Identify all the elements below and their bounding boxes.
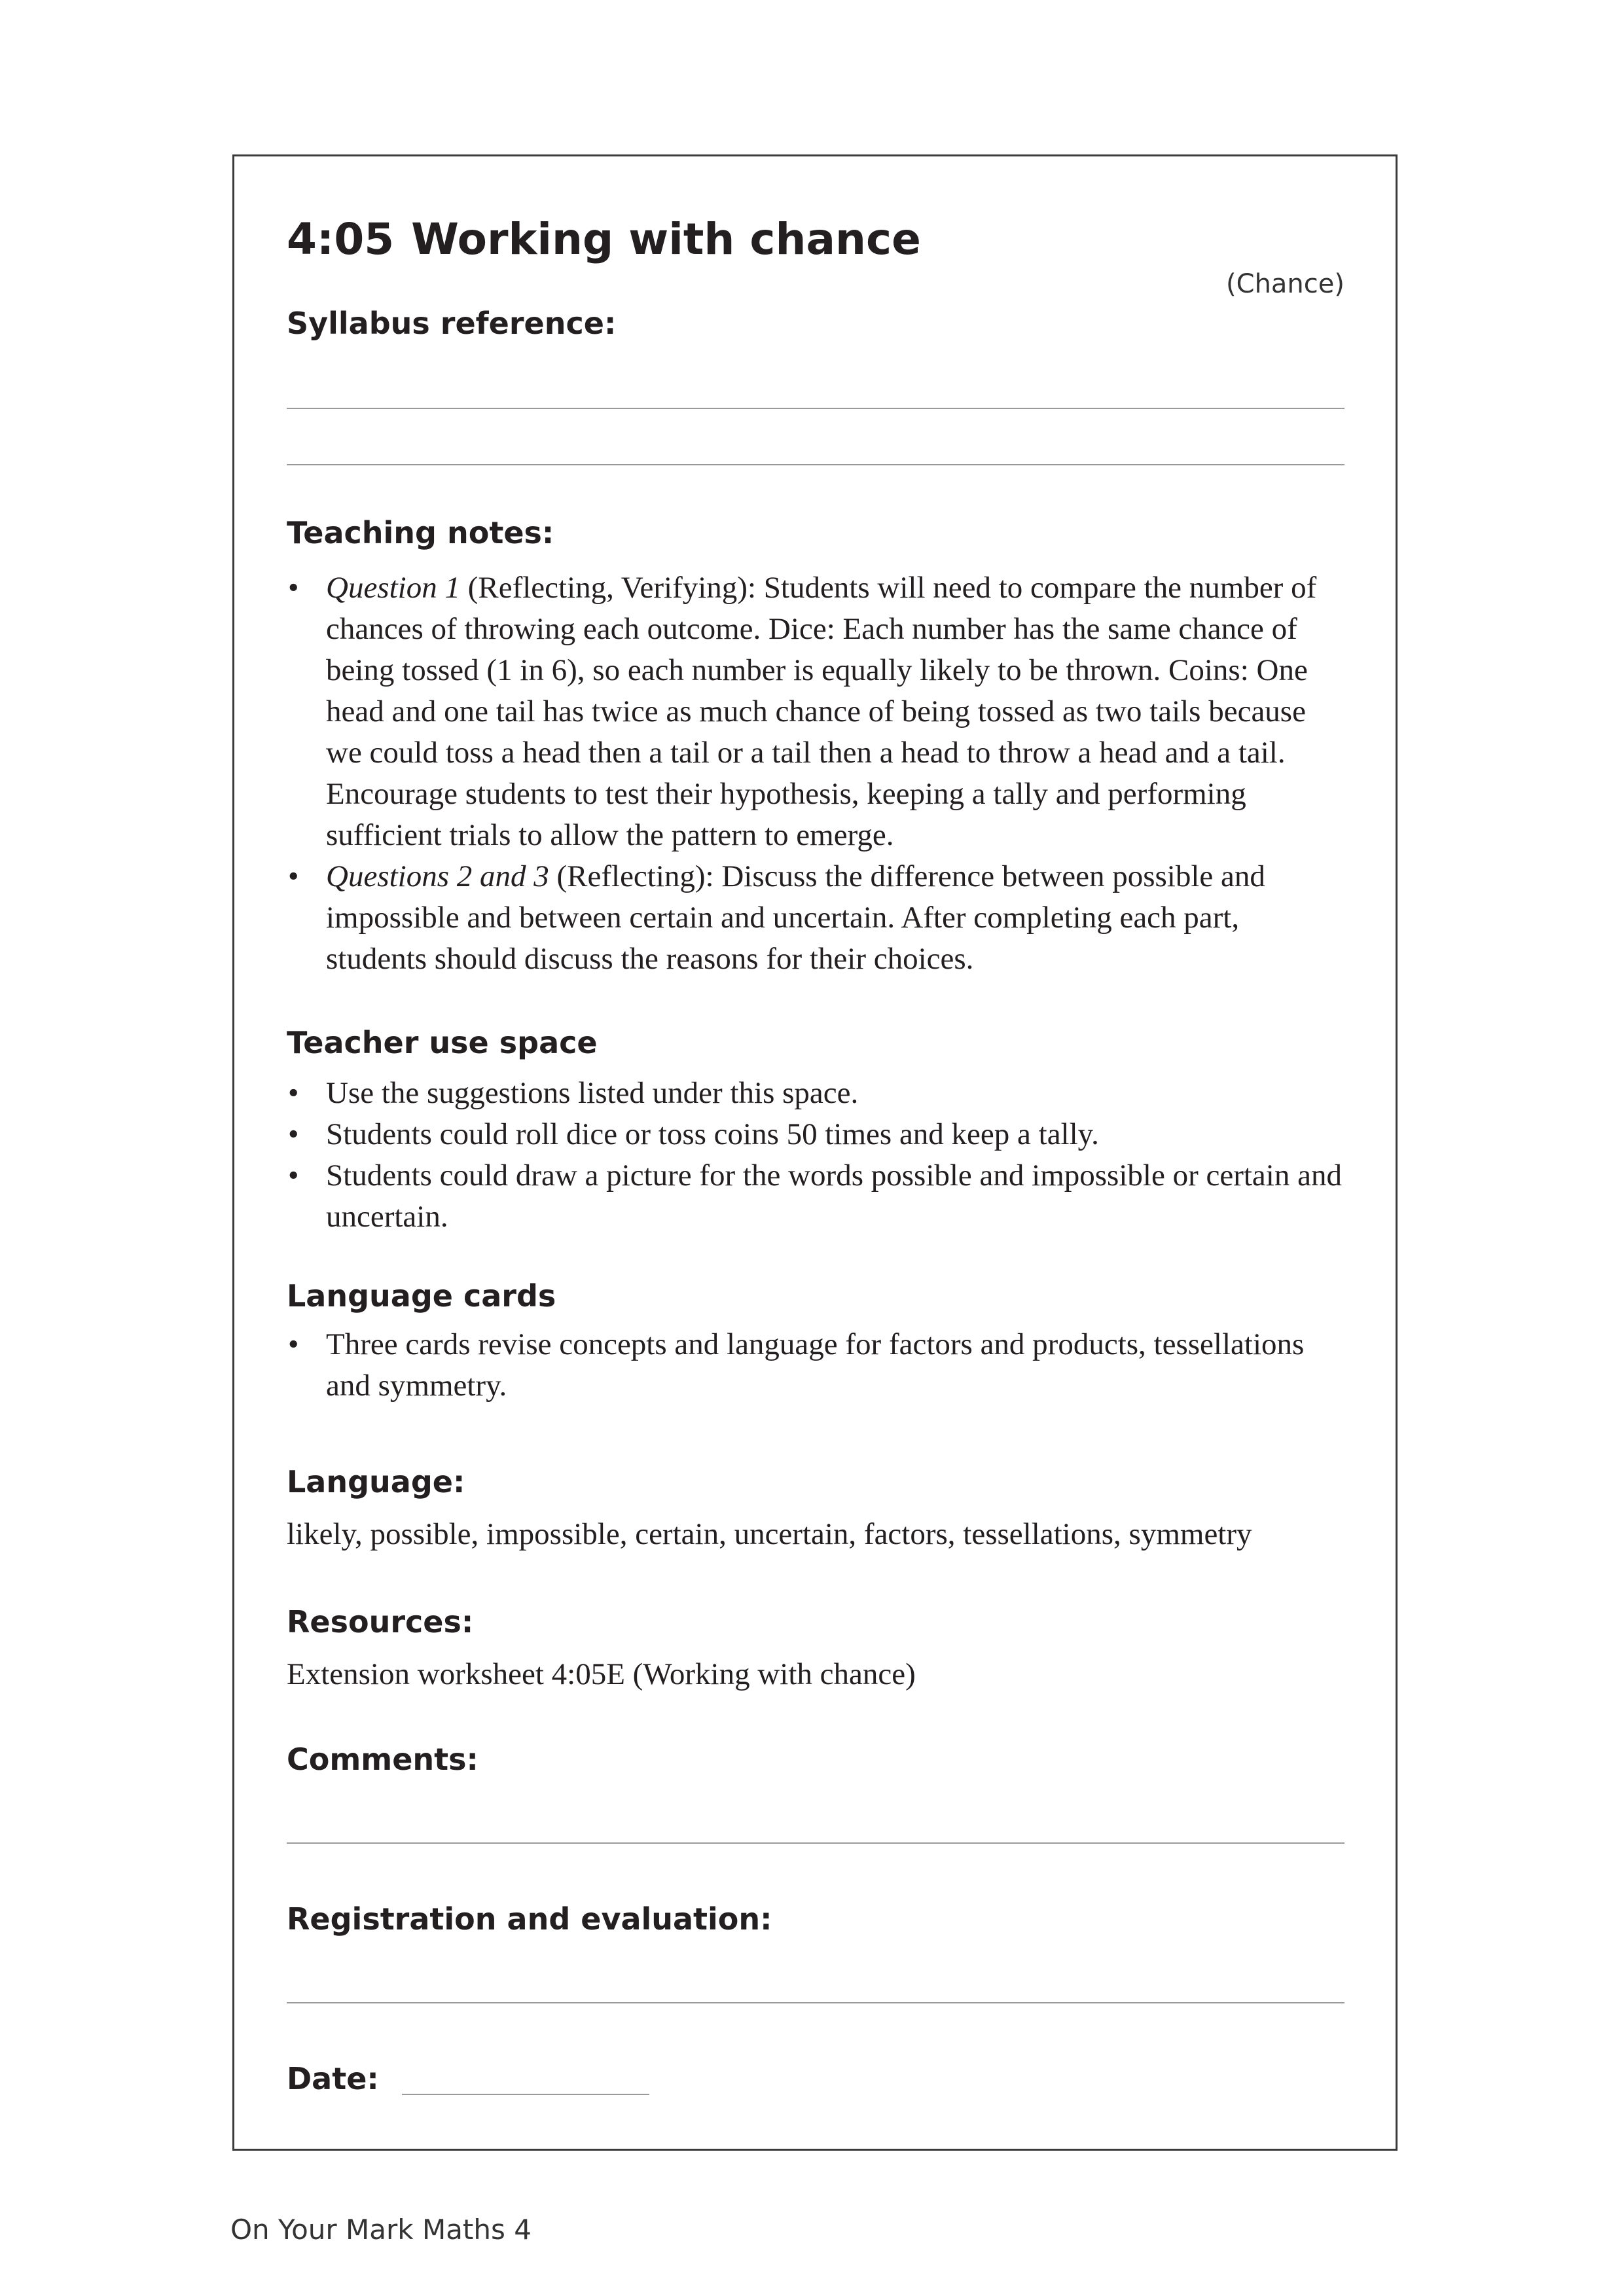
bullet-icon: • xyxy=(288,1158,299,1193)
comments-line[interactable] xyxy=(287,1842,1344,1844)
syllabus-line-1[interactable] xyxy=(287,408,1344,409)
language-cards-heading: Language cards xyxy=(287,1278,556,1314)
note-text: (Reflecting, Verifying): Students will need to compare the number of chances of throwing each outcome. Dice: Each number has the same chance of being tossed (1 in 6), so each number is equally likely to be thrown. Coins: One head and one tail has twice as much chance of being tossed as two tails because we could toss a head then a tail or a tail then a head to throw a head and a tail. Encourage students to test their hypothesis, keeping a tally and performing sufficient trials to allow the pattern to emerge. xyxy=(326,571,1317,852)
teacher-use-list xyxy=(287,1073,1344,1238)
syllabus-line-2[interactable] xyxy=(287,464,1344,465)
page-title xyxy=(287,214,921,264)
lesson-number: 4:05 xyxy=(287,214,395,264)
question-reference: Question 1 xyxy=(326,571,460,605)
registration-line[interactable] xyxy=(287,2002,1344,2003)
date-label: Date: xyxy=(287,2061,379,2096)
bullet-icon: • xyxy=(288,1076,299,1110)
list-item xyxy=(287,1324,1344,1407)
list-item xyxy=(287,1073,1344,1114)
note-text: (Reflecting): Discuss the difference between possible and impossible and between certain and uncertain. After completing each part, students should discuss the reasons for their choices. xyxy=(326,859,1265,976)
bullet-icon: • xyxy=(288,859,299,893)
lesson-title: Working with chance xyxy=(411,214,921,264)
strand-label: (Chance) xyxy=(1226,269,1344,299)
suggestion-text: Use the suggestions listed under this space. xyxy=(326,1076,859,1110)
language-text: likely, possible, impossible, certain, uncertain, factors, tessellations, symmetry xyxy=(287,1517,1252,1551)
language-cards-list xyxy=(287,1324,1344,1407)
list-item xyxy=(287,1155,1344,1238)
suggestion-text: Students could draw a picture for the words possible and impossible or certain and uncertain. xyxy=(326,1158,1342,1234)
list-item xyxy=(287,856,1344,980)
bullet-icon: • xyxy=(288,571,299,605)
syllabus-heading: Syllabus reference: xyxy=(287,306,617,341)
suggestion-text: Students could roll dice or toss coins 50 times and keep a tally. xyxy=(326,1117,1099,1151)
list-item xyxy=(287,567,1344,856)
bullet-icon: • xyxy=(288,1117,299,1151)
registration-heading: Registration and evaluation: xyxy=(287,1901,772,1937)
resources-text: Extension worksheet 4:05E (Working with chance) xyxy=(287,1657,916,1691)
teaching-notes-list xyxy=(287,567,1344,980)
teacher-use-heading: Teacher use space xyxy=(287,1025,598,1060)
comments-heading: Comments: xyxy=(287,1742,478,1777)
card-text: Three cards revise concepts and language for factors and products, tessellations and symmetry. xyxy=(326,1327,1305,1403)
footer-text: On Your Mark Maths 4 xyxy=(230,2214,532,2246)
worksheet-frame xyxy=(232,154,1398,2151)
list-item xyxy=(287,1114,1344,1155)
resources-heading: Resources: xyxy=(287,1604,474,1640)
question-reference: Questions 2 and 3 xyxy=(326,859,549,893)
date-field[interactable] xyxy=(402,2094,649,2095)
language-heading: Language: xyxy=(287,1464,465,1499)
bullet-icon: • xyxy=(288,1327,299,1361)
teaching-notes-heading: Teaching notes: xyxy=(287,515,554,550)
